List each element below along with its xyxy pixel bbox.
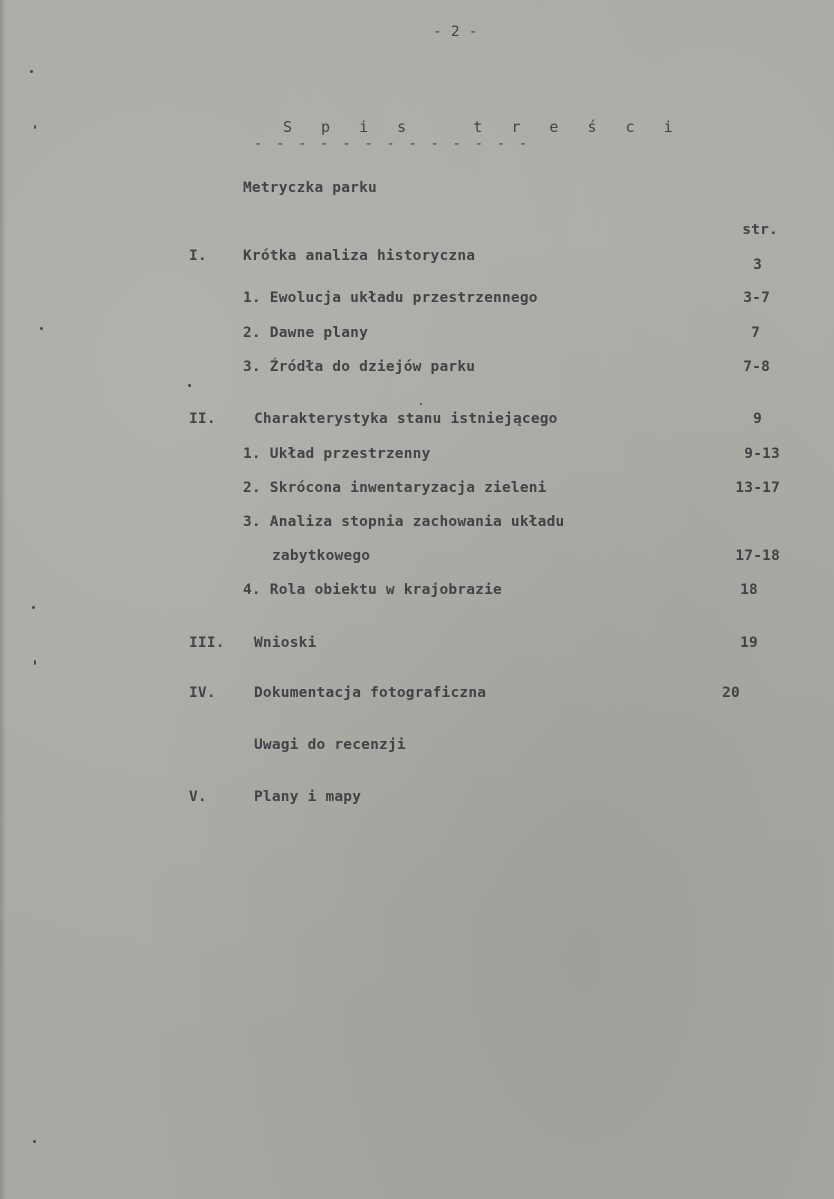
section-page: 20	[722, 685, 740, 701]
section-numeral: II.	[189, 411, 216, 427]
section-title: Charakterystyka stanu istniejącego	[254, 411, 558, 427]
paper-speck	[32, 606, 35, 609]
toc-entry-metryczka: Metryczka parku	[243, 180, 377, 196]
toc-item: 2. Skrócona inwentaryzacja zieleni	[243, 480, 547, 496]
toc-item-page: 13-17	[735, 480, 780, 496]
toc-entry-uwagi: Uwagi do recenzji	[254, 737, 406, 753]
paper-speck	[30, 70, 33, 73]
page-edge-shadow	[0, 0, 6, 1199]
paper-speck	[420, 403, 422, 405]
paper-speck	[34, 125, 36, 129]
section-numeral: V.	[189, 789, 207, 805]
paper-speck	[40, 327, 43, 330]
page-column-header: str.	[742, 222, 778, 238]
toc-item: 3. Źródła do dziejów parku	[243, 359, 476, 375]
section-numeral: III.	[189, 635, 225, 651]
toc-title: S p i s t r e ś c i	[283, 118, 683, 136]
section-page: 19	[740, 635, 758, 651]
toc-title-underline: - - - - - - - - - - - - -	[254, 136, 530, 152]
toc-item-continuation: zabytkowego	[272, 548, 371, 564]
section-numeral: I.	[189, 248, 207, 264]
section-numeral: IV.	[189, 685, 216, 701]
toc-item: 3. Analiza stopnia zachowania układu	[243, 514, 565, 530]
toc-item-page: 17-18	[735, 548, 780, 564]
toc-item-page: 18	[740, 582, 758, 598]
section-title: Dokumentacja fotograficzna	[254, 685, 487, 701]
toc-item: 1. Układ przestrzenny	[243, 446, 431, 462]
toc-item-page: 3-7	[743, 290, 770, 306]
toc-item: 2. Dawne plany	[243, 325, 369, 341]
toc-item-page: 7	[751, 325, 760, 341]
toc-item-page: 9-13	[744, 446, 780, 462]
toc-item: 4. Rola obiektu w krajobrazie	[243, 582, 502, 598]
paper-speck	[33, 1140, 36, 1143]
section-page: 3	[753, 257, 762, 273]
paper-speck	[34, 660, 36, 665]
paper-speck	[188, 384, 191, 387]
section-title: Wnioski	[254, 635, 317, 651]
section-title: Krótka analiza historyczna	[243, 248, 476, 264]
section-page: 9	[753, 411, 762, 427]
toc-item: 1. Ewolucja układu przestrzennego	[243, 290, 538, 306]
page-number: - 2 -	[433, 24, 478, 40]
toc-item-page: 7-8	[743, 359, 770, 375]
section-title: Plany i mapy	[254, 789, 362, 805]
